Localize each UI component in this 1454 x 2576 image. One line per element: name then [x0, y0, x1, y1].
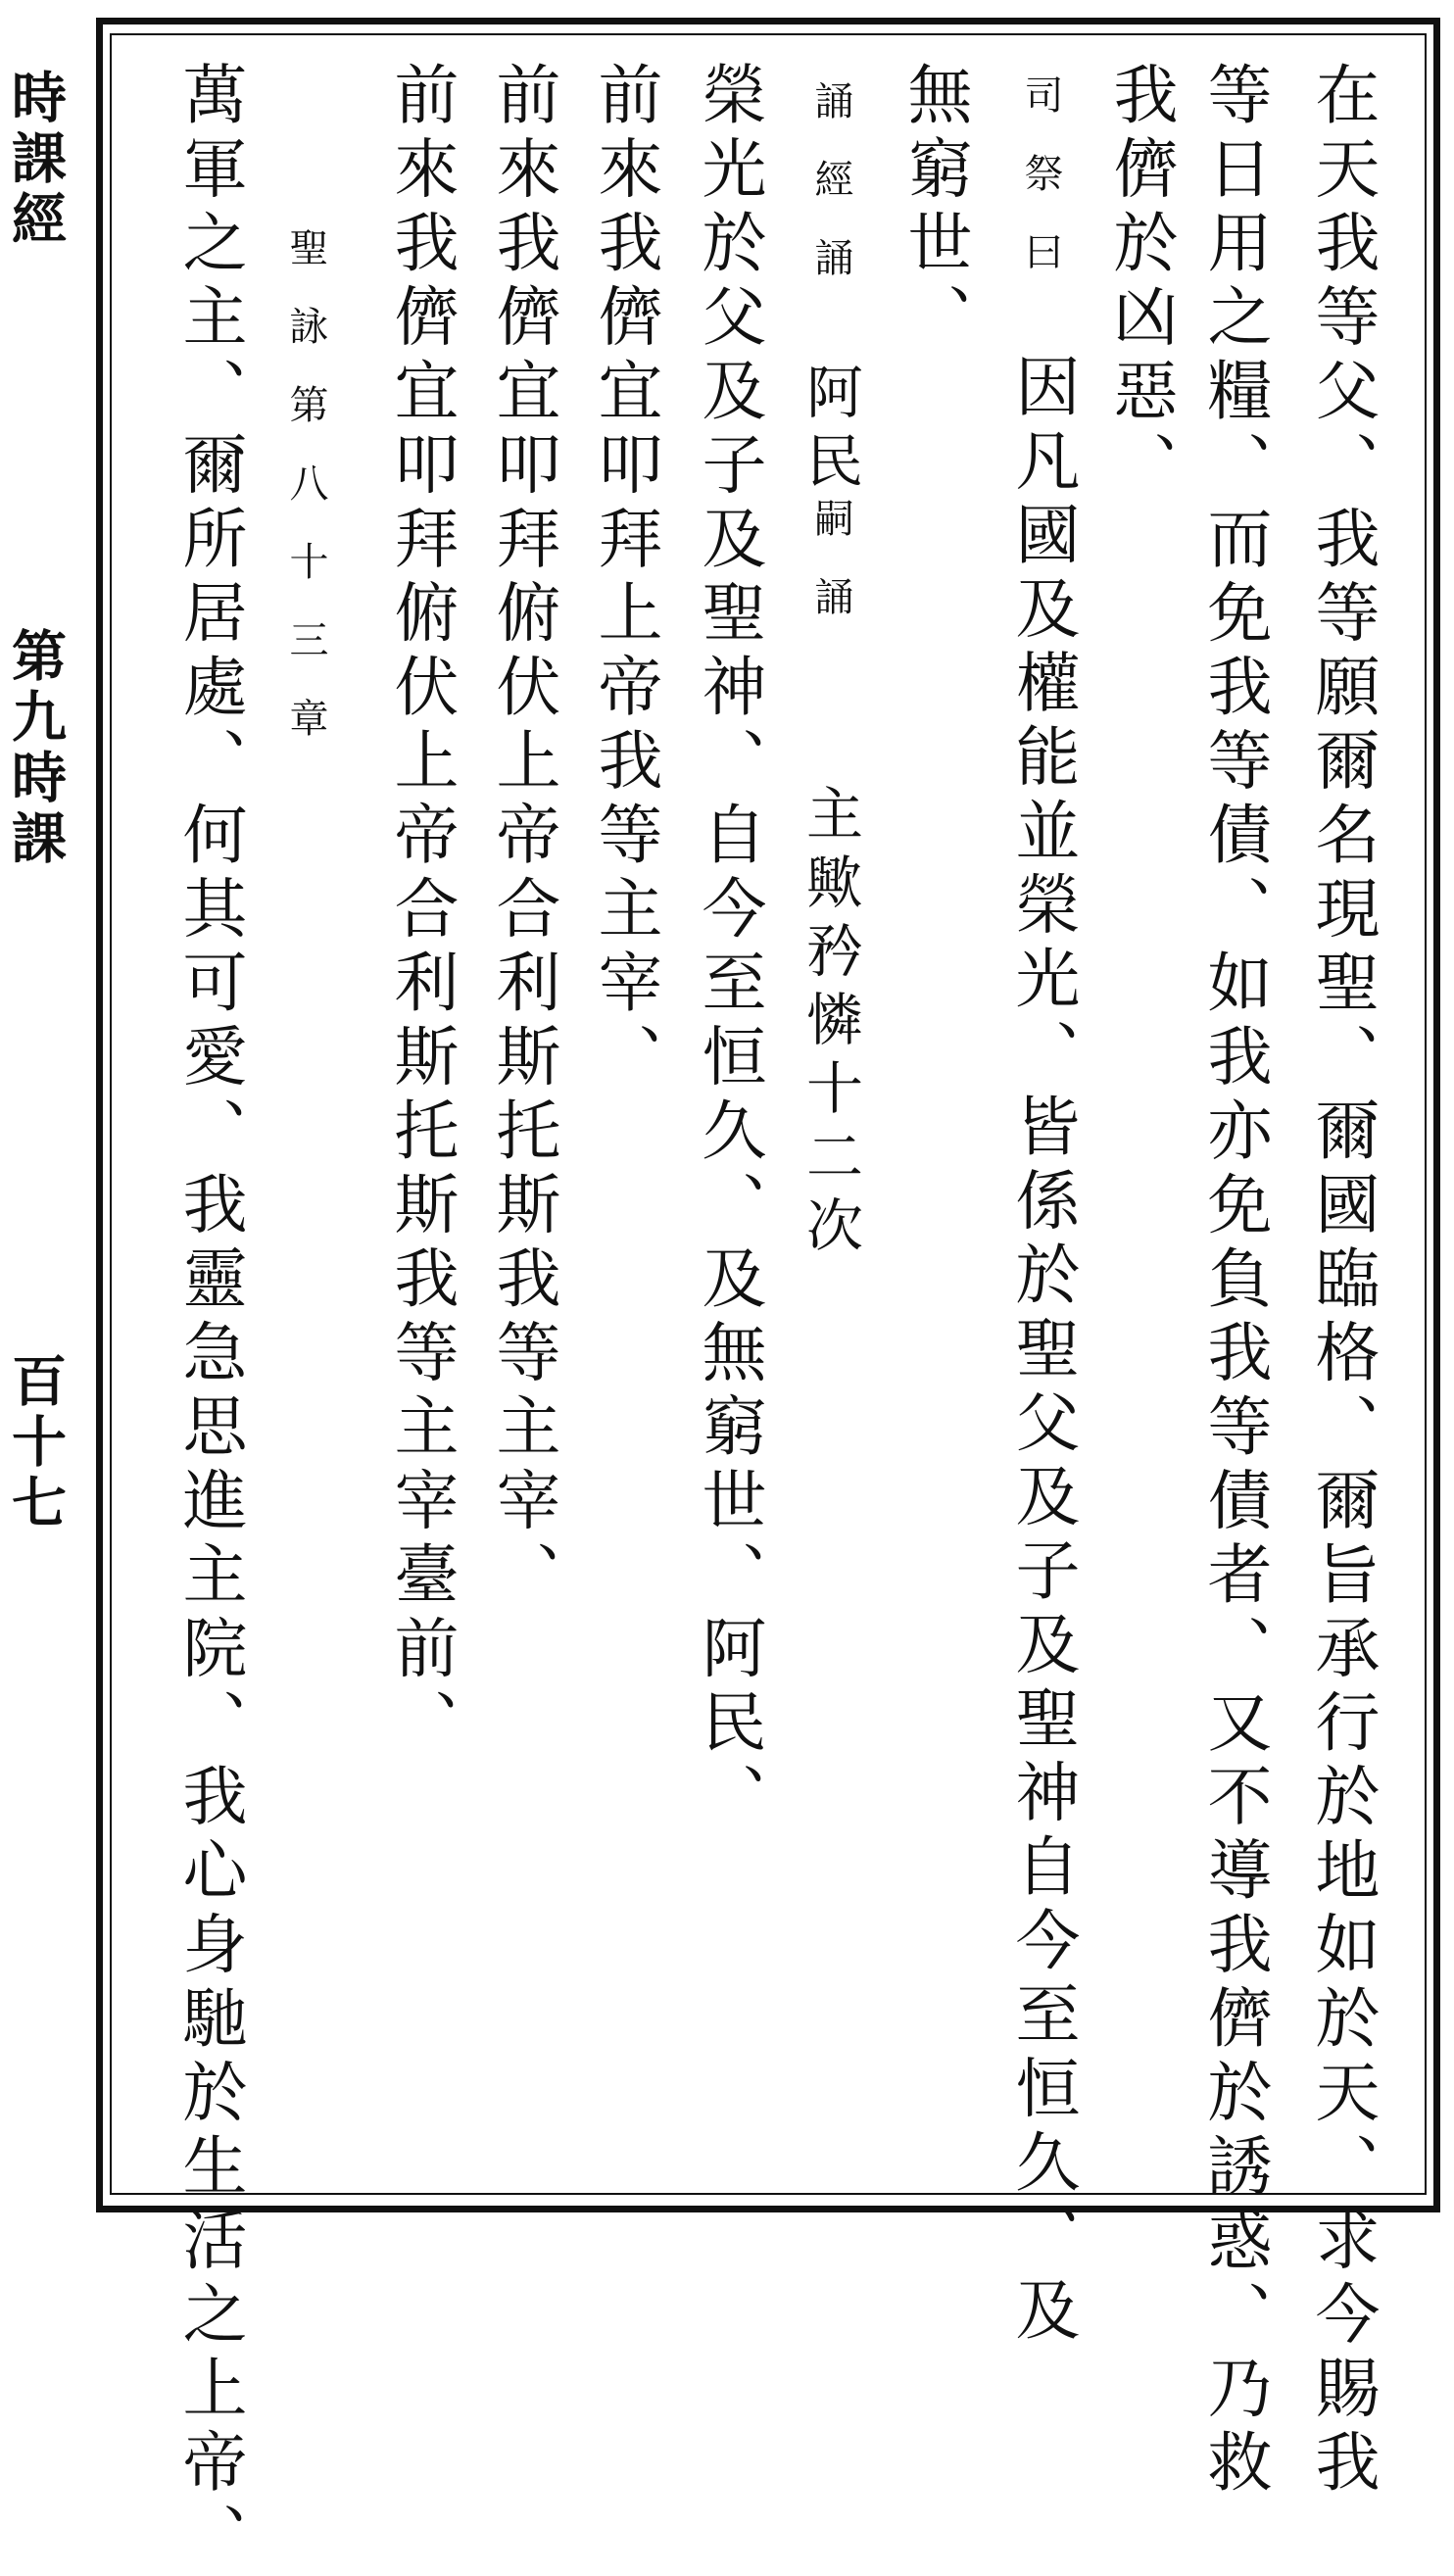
psalm-title: 聖詠第八十三章	[283, 227, 328, 776]
text-column-4: 因凡國及權能並榮光、皆係於聖父及子及聖神自今至恒久、及	[1004, 353, 1080, 2351]
text-column-5: 無窮世、	[897, 61, 972, 357]
text-column-come-1: 前來我儕宜叩拜上帝我等主宰、	[587, 61, 662, 1096]
amen-response: 阿民	[797, 363, 863, 500]
book-title: 時課經	[3, 69, 68, 251]
page-number: 百十七	[3, 1352, 68, 1534]
text-column-glory: 榮光於父及子及聖神、自今至恒久、及無窮世、阿民、	[691, 61, 766, 1836]
reader-rubric: 誦經誦	[808, 80, 853, 316]
priest-rubric: 司祭曰	[1018, 74, 1063, 310]
text-column-3: 我儕於凶惡、	[1102, 61, 1178, 505]
reader-response-rubric: 嗣誦	[808, 498, 853, 655]
text-column-1: 在天我等父、我等願爾名現聖、爾國臨格、爾旨承行於地如於天、求今賜我	[1304, 61, 1380, 2503]
text-column-come-2: 前來我儕宜叩拜俯伏上帝合利斯托斯我等主宰、	[485, 61, 560, 1615]
chapter-title: 第九時課	[3, 627, 68, 870]
lord-have-mercy: 主歟矜憐十二次	[797, 784, 863, 1264]
text-column-2: 等日用之糧、而免我等債、如我亦免負我等債者、又不導我儕於誘惑、乃救	[1196, 61, 1272, 2503]
text-column-come-3: 前來我儕宜叩拜俯伏上帝合利斯托斯我等主宰臺前、	[383, 61, 459, 1763]
psalm-verse-1: 萬軍之主、爾所居處、何其可愛、我靈急思進主院、我心身馳於生活之上帝、	[171, 61, 247, 2576]
